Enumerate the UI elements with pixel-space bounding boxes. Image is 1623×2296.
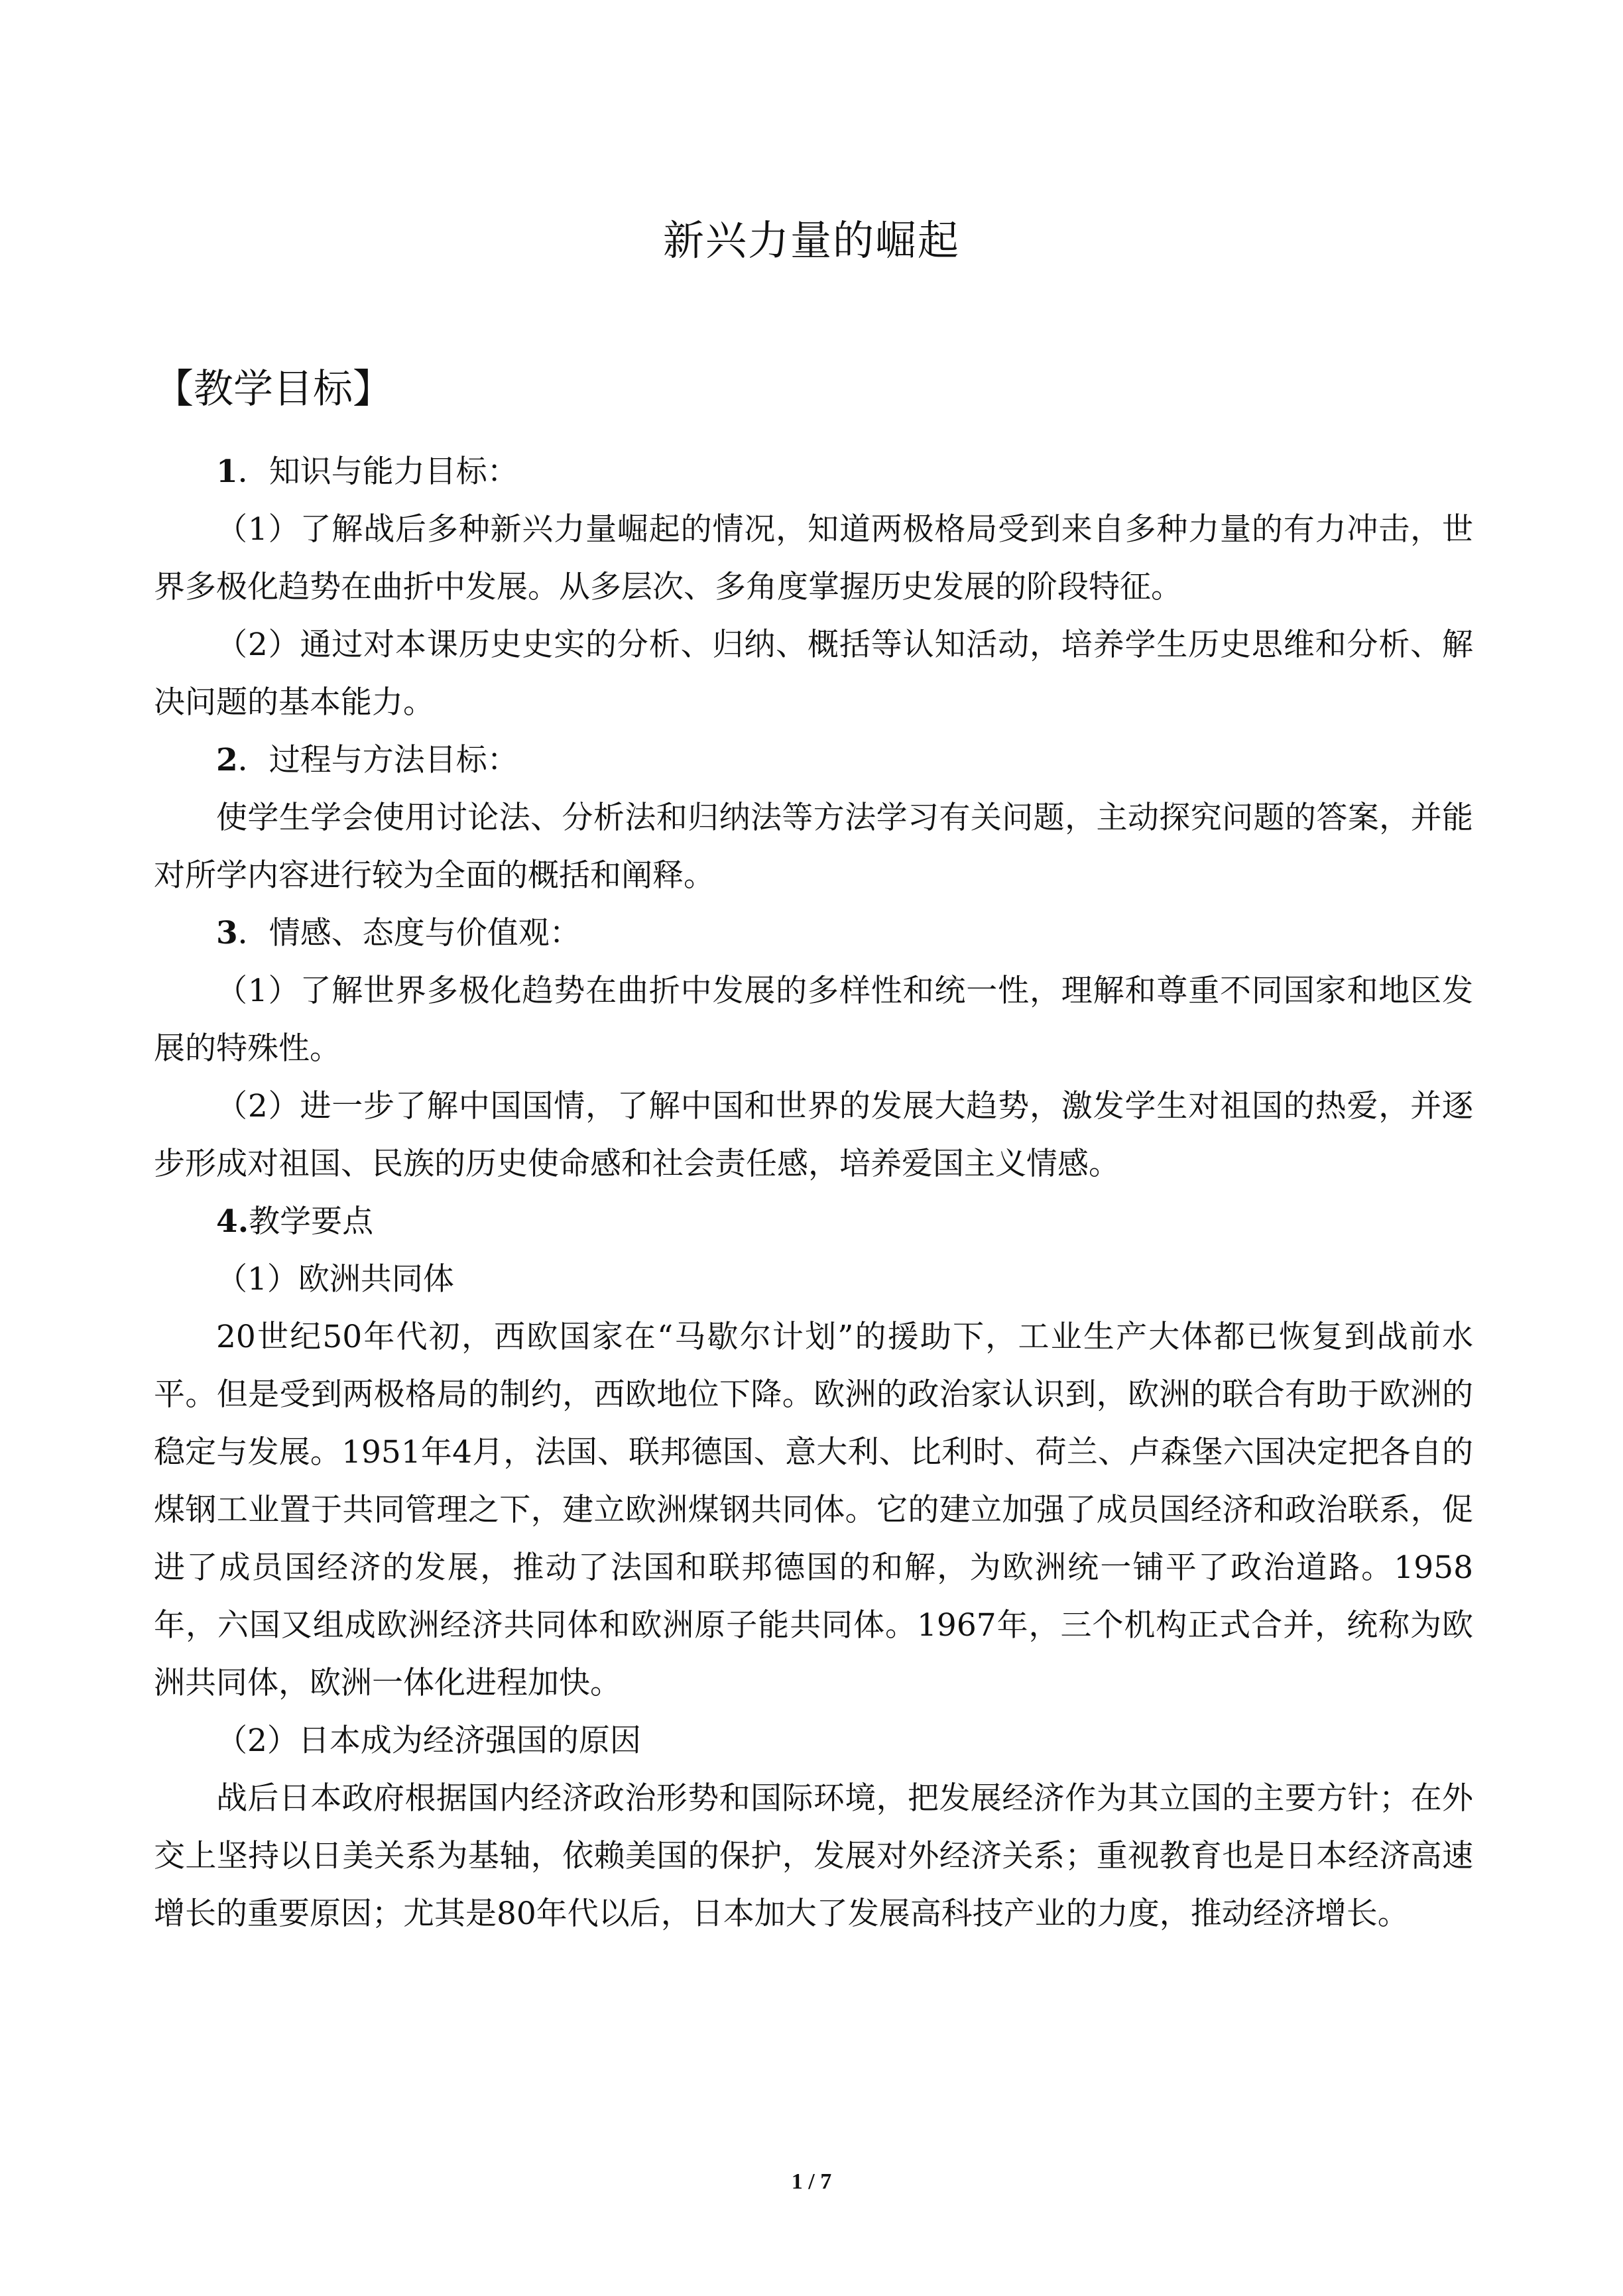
paragraph: 20世纪50年代初，西欧国家在“马歇尔计划”的援助下，工业生产大体都已恢复到战前水平。但是受到两极格局的制约，西欧地位下降。欧洲的政治家认识到，欧洲的联合有助于欧洲的稳定与发展。1951年4月，法国、联邦德国、意大利、比利时、荷兰、卢森堡六国决定把各自的煤钢工业置于共同管理之下，建立欧洲煤钢共同体。它的建立加强了成员国经济和政治联系，促进了成员国经济的发展，推动了法国和联邦德国的和解，为欧洲统一铺平了政治道路。1958年，六国又组成欧洲经济共同体和欧洲原子能共同体。1967年，三个机构正式合并，统称为欧洲共同体，欧洲一体化进程加快。 bbox=[154, 1319, 1473, 1701]
section-heading: 【教学目标】 bbox=[154, 366, 392, 412]
paragraph: 战后日本政府根据国内经济政治形势和国际环境，把发展经济作为其立国的主要方针；在外交上坚持以日美关系为基轴，依赖美国的保护，发展对外经济关系；重视教育也是日本经济高速增长的重要原因；尤其是80年代以后，日本加大了发展高科技产业的力度，推动经济增长。 bbox=[154, 1780, 1473, 1932]
page-number: 1 / 7 bbox=[791, 2169, 832, 2194]
paragraph: 2．过程与方法目标： bbox=[216, 742, 518, 778]
document-body bbox=[154, 443, 1473, 1943]
paragraph: （1）欧洲共同体 bbox=[216, 1261, 454, 1298]
paragraph: （2）通过对本课历史史实的分析、归纳、概括等认知活动，培养学生历史思维和分析、解决问题的基本能力。 bbox=[154, 627, 1473, 721]
paragraph: 3．情感、态度与价值观： bbox=[216, 915, 581, 951]
paragraph: （1）了解世界多极化趋势在曲折中发展的多样性和统一性，理解和尊重不同国家和地区发展的特殊性。 bbox=[154, 973, 1473, 1067]
document-title: 新兴力量的崛起 bbox=[662, 216, 960, 265]
paragraph: （2）日本成为经济强国的原因 bbox=[216, 1722, 641, 1759]
paragraph: 1．知识与能力目标： bbox=[216, 453, 518, 490]
paragraph: 使学生学会使用讨论法、分析法和归纳法等方法学习有关问题，主动探究问题的答案，并能对所学内容进行较为全面的概括和阐释。 bbox=[154, 800, 1473, 894]
paragraph: 4.教学要点 bbox=[216, 1203, 374, 1240]
paragraph: （1）了解战后多种新兴力量崛起的情况，知道两极格局受到来自多种力量的有力冲击，世界多极化趋势在曲折中发展。从多层次、多角度掌握历史发展的阶段特征。 bbox=[154, 511, 1473, 605]
paragraph: （2）进一步了解中国国情，了解中国和世界的发展大趋势，激发学生对祖国的热爱，并逐步形成对祖国、民族的历史使命感和社会责任感，培养爱国主义情感。 bbox=[154, 1088, 1473, 1182]
